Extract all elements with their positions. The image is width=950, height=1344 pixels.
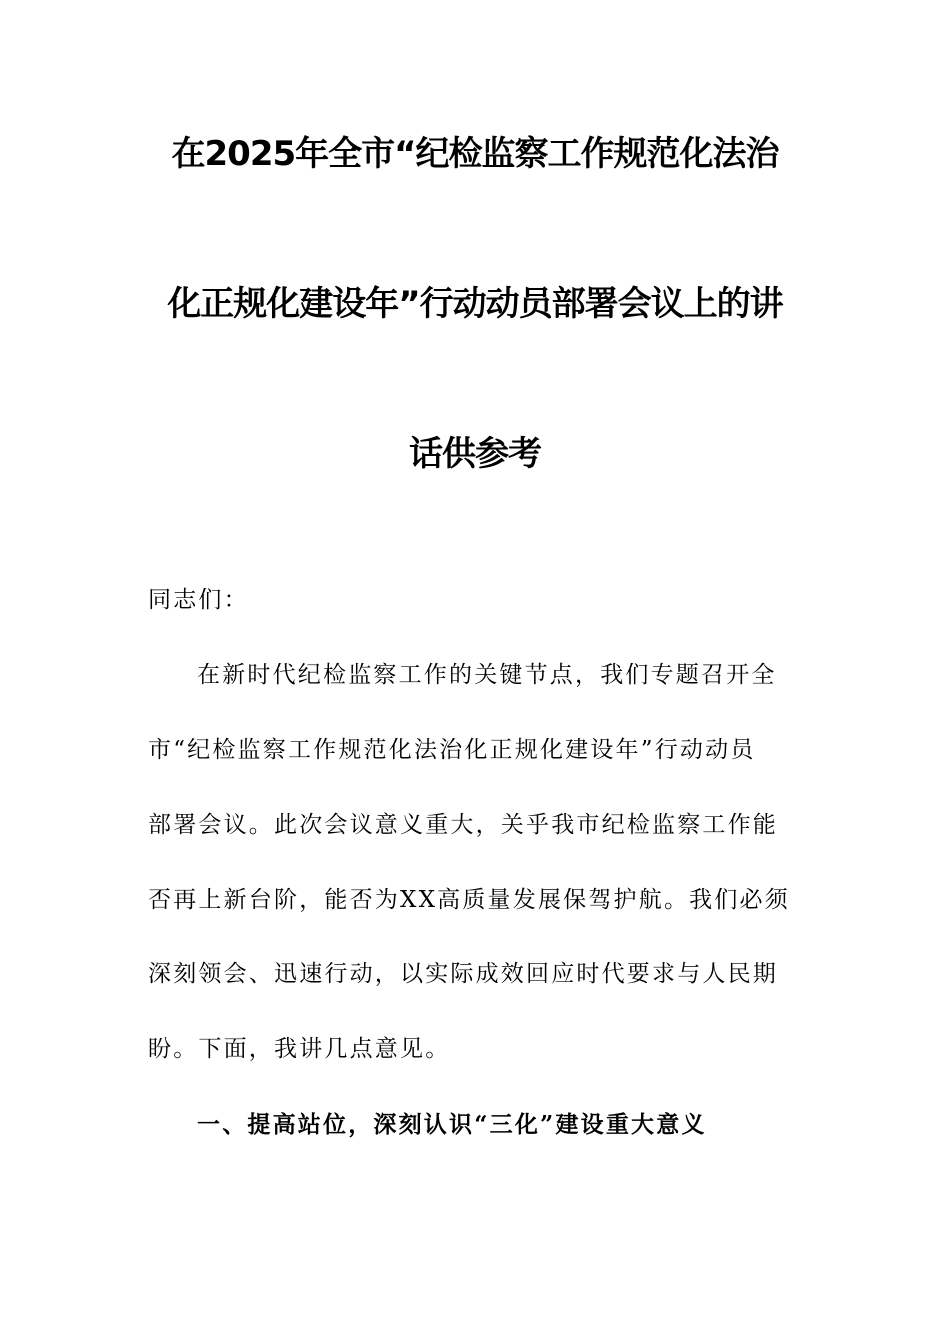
paragraph-line-3: 部署会议。此次会议意义重大，关乎我市纪检监察工作能 bbox=[148, 812, 778, 838]
title-line-1: 在2025年全市“纪检监察工作规范化法治 bbox=[171, 134, 779, 174]
paragraph-line-4: 否再上新台阶，能否为XX高质量发展保驾护航。我们必须 bbox=[148, 887, 790, 913]
paragraph-line-1: 在新时代纪检监察工作的关键节点，我们专题召开全 bbox=[197, 662, 777, 688]
paragraph-line-2: 市“纪检监察工作规范化法治化正规化建设年”行动动员 bbox=[148, 737, 756, 763]
section-heading: 一、提高站位，深刻认识“三化”建设重大意义 bbox=[197, 1111, 707, 1138]
title-line-3: 话供参考 bbox=[409, 434, 541, 474]
paragraph-line-5: 深刻领会、迅速行动，以实际成效回应时代要求与人民期 bbox=[148, 961, 778, 987]
title-line-2: 化正规化建设年”行动动员部署会议上的讲 bbox=[167, 284, 783, 324]
salutation: 同志们： bbox=[148, 587, 249, 613]
paragraph-line-6: 盼。下面，我讲几点意见。 bbox=[148, 1036, 451, 1062]
